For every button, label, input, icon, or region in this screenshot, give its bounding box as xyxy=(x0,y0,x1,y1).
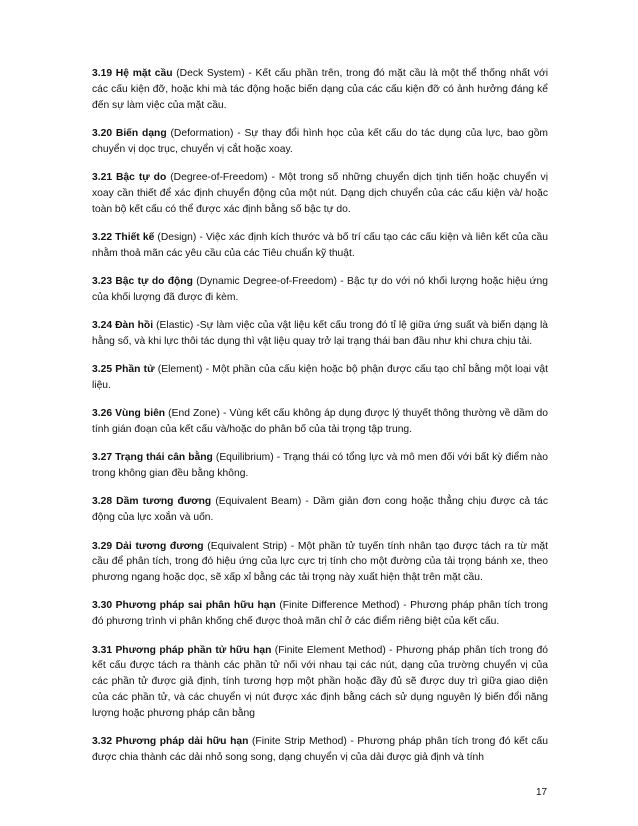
definition-text: (Equivalent Strip) - Một phần tử tuyến tính nhân tạo được tách ra từ mặt cầu để phân tích, trong đó hiệu ứng của lực cực trị tính cho một đường của tải trọng bánh xe, theo phương ngang hoặc dọc, sẽ xấp xỉ bằng các tải trọng này xuất hiện thật trên mặt cầu. xyxy=(92,540,548,584)
definition-text: (Equilibrium) - Trạng thái có tổng lực và mô men đối với bất kỳ điểm nào trong không gian đều bằng không. xyxy=(92,452,549,480)
definition-term: 3.20 Biến dạng xyxy=(92,127,167,139)
definition-3-25 xyxy=(92,362,548,394)
definitions-list xyxy=(92,66,548,778)
definition-3-21 xyxy=(92,170,548,217)
definition-text: (Elastic) -Sự làm việc của vật liệu kết cấu trong đó tỉ lệ giữa ứng suất và biến dạng là hằng số, và khi lực thôi tác dụng thì vật liệu quay trở lại trạng thái ban đầu như khi chưa chịu tải. xyxy=(92,320,549,347)
definition-text: (Dynamic Degree-of-Freedom) - Bậc tự do với nó khối lượng hoặc hiệu ứng của khối lượng đã được đi kèm. xyxy=(92,275,548,303)
definition-term: 3.22 Thiết kế xyxy=(92,231,155,243)
definition-3-23 xyxy=(92,274,548,306)
definition-3-27 xyxy=(92,450,548,482)
definition-3-24 xyxy=(92,318,548,350)
definition-term: 3.21 Bậc tự do xyxy=(92,171,167,183)
definition-3-29 xyxy=(92,539,548,586)
definition-term: 3.24 Đàn hồi xyxy=(92,320,154,332)
definition-text: (Element) - Một phần của cấu kiện hoặc bộ phận được cấu tạo chỉ bằng một loại vật liệu. xyxy=(92,364,549,391)
definition-term: 3.23 Bậc tự do động xyxy=(92,275,193,287)
definition-term: 3.27 Trạng thái cân bằng xyxy=(92,452,213,464)
definition-text: (Finite Difference Method) - Phương pháp phân tích trong đó phương trình vi phân khống chế được thoả mãn chỉ ở các điểm riêng biệt của kết cấu. xyxy=(92,600,548,628)
definition-text: (Equivalent Beam) - Dầm giản đơn cong hoặc thẳng chịu được cả tác động của lực xoắn và uốn. xyxy=(92,496,548,524)
definition-text: (Finite Strip Method) - Phương pháp phân tích trong đó kết cấu được chia thành các dải nhỏ song song, dạng chuyển vị của dải được giả định và tính xyxy=(92,736,548,763)
definition-text: (Finite Element Method) - Phương pháp phân tích trong đó kết cấu được tách ra thành các phần tử nối với nhau tại các nút, dạng của trường chuyển vị của các phần tử được giả định, tính tương hợp một phần hoặc đầy đủ sẽ được duy trì giữa giao diện của các phần tử, và các chuyển vị nút được xác định bằng cách sử dụng nguyên lý biến đổi năng lượng hoặc phương pháp cân bằng xyxy=(92,644,549,719)
definition-3-32 xyxy=(92,734,548,766)
definition-3-20 xyxy=(92,126,548,158)
definition-term: 3.28 Dầm tương đương xyxy=(92,496,212,508)
definition-text: (Deck System) - Kết cấu phần trên, trong đó mặt cầu là một thể thống nhất với các cấu kiện đỡ, hoặc khi mà tác động hoặc biến dạng của các cấu kiện đỡ có ảnh hưởng đáng kể đến sự làm việc của mặt cầu. xyxy=(92,68,548,111)
definition-text: (Design) - Việc xác định kích thước và bố trí cấu tạo các cấu kiện và liên kết của cầu nhằm thoả mãn các yêu cầu của các Tiêu chuẩn kỹ thuật. xyxy=(92,231,548,259)
definition-3-26 xyxy=(92,406,548,438)
definition-term: 3.26 Vùng biên xyxy=(92,408,166,420)
definition-term: 3.25 Phần tử xyxy=(92,364,155,376)
definition-3-22 xyxy=(92,230,548,262)
definition-term: 3.32 Phương pháp dải hữu hạn xyxy=(92,736,249,747)
definition-3-31 xyxy=(92,643,548,722)
definition-3-28 xyxy=(92,494,548,526)
definition-text: (End Zone) - Vùng kết cấu không áp dụng được lý thuyết thông thường về dầm do tính gián đoạn của kết cấu và/hoặc do phân bố của tải trọng tập trung. xyxy=(92,408,548,436)
definition-term: 3.30 Phương pháp sai phân hữu hạn xyxy=(92,600,276,612)
page-number: 17 xyxy=(536,787,548,798)
definition-3-30 xyxy=(92,598,548,630)
definition-term: 3.31 Phương pháp phần tử hữu hạn xyxy=(92,644,272,656)
definition-text: (Deformation) - Sự thay đổi hình học của kết cấu do tác dụng của lực, bao gồm chuyển vị dọc trục, chuyển vị cắt hoặc xoay. xyxy=(92,127,548,155)
definition-text: (Degree-of-Freedom) - Một trong số những chuyển dịch tịnh tiến hoặc chuyển vị xoay cần thiết để xác định chuyển động của một nút. Dạng dịch chuyển của các cấu kiện và/ hoặc toàn bộ kết cấu có thể được xác định bằng số bậc tự do. xyxy=(92,171,548,215)
definition-term: 3.29 Dải tương đương xyxy=(92,540,204,552)
definition-3-19 xyxy=(92,66,548,113)
definition-term: 3.19 Hệ mặt cầu xyxy=(92,68,173,79)
